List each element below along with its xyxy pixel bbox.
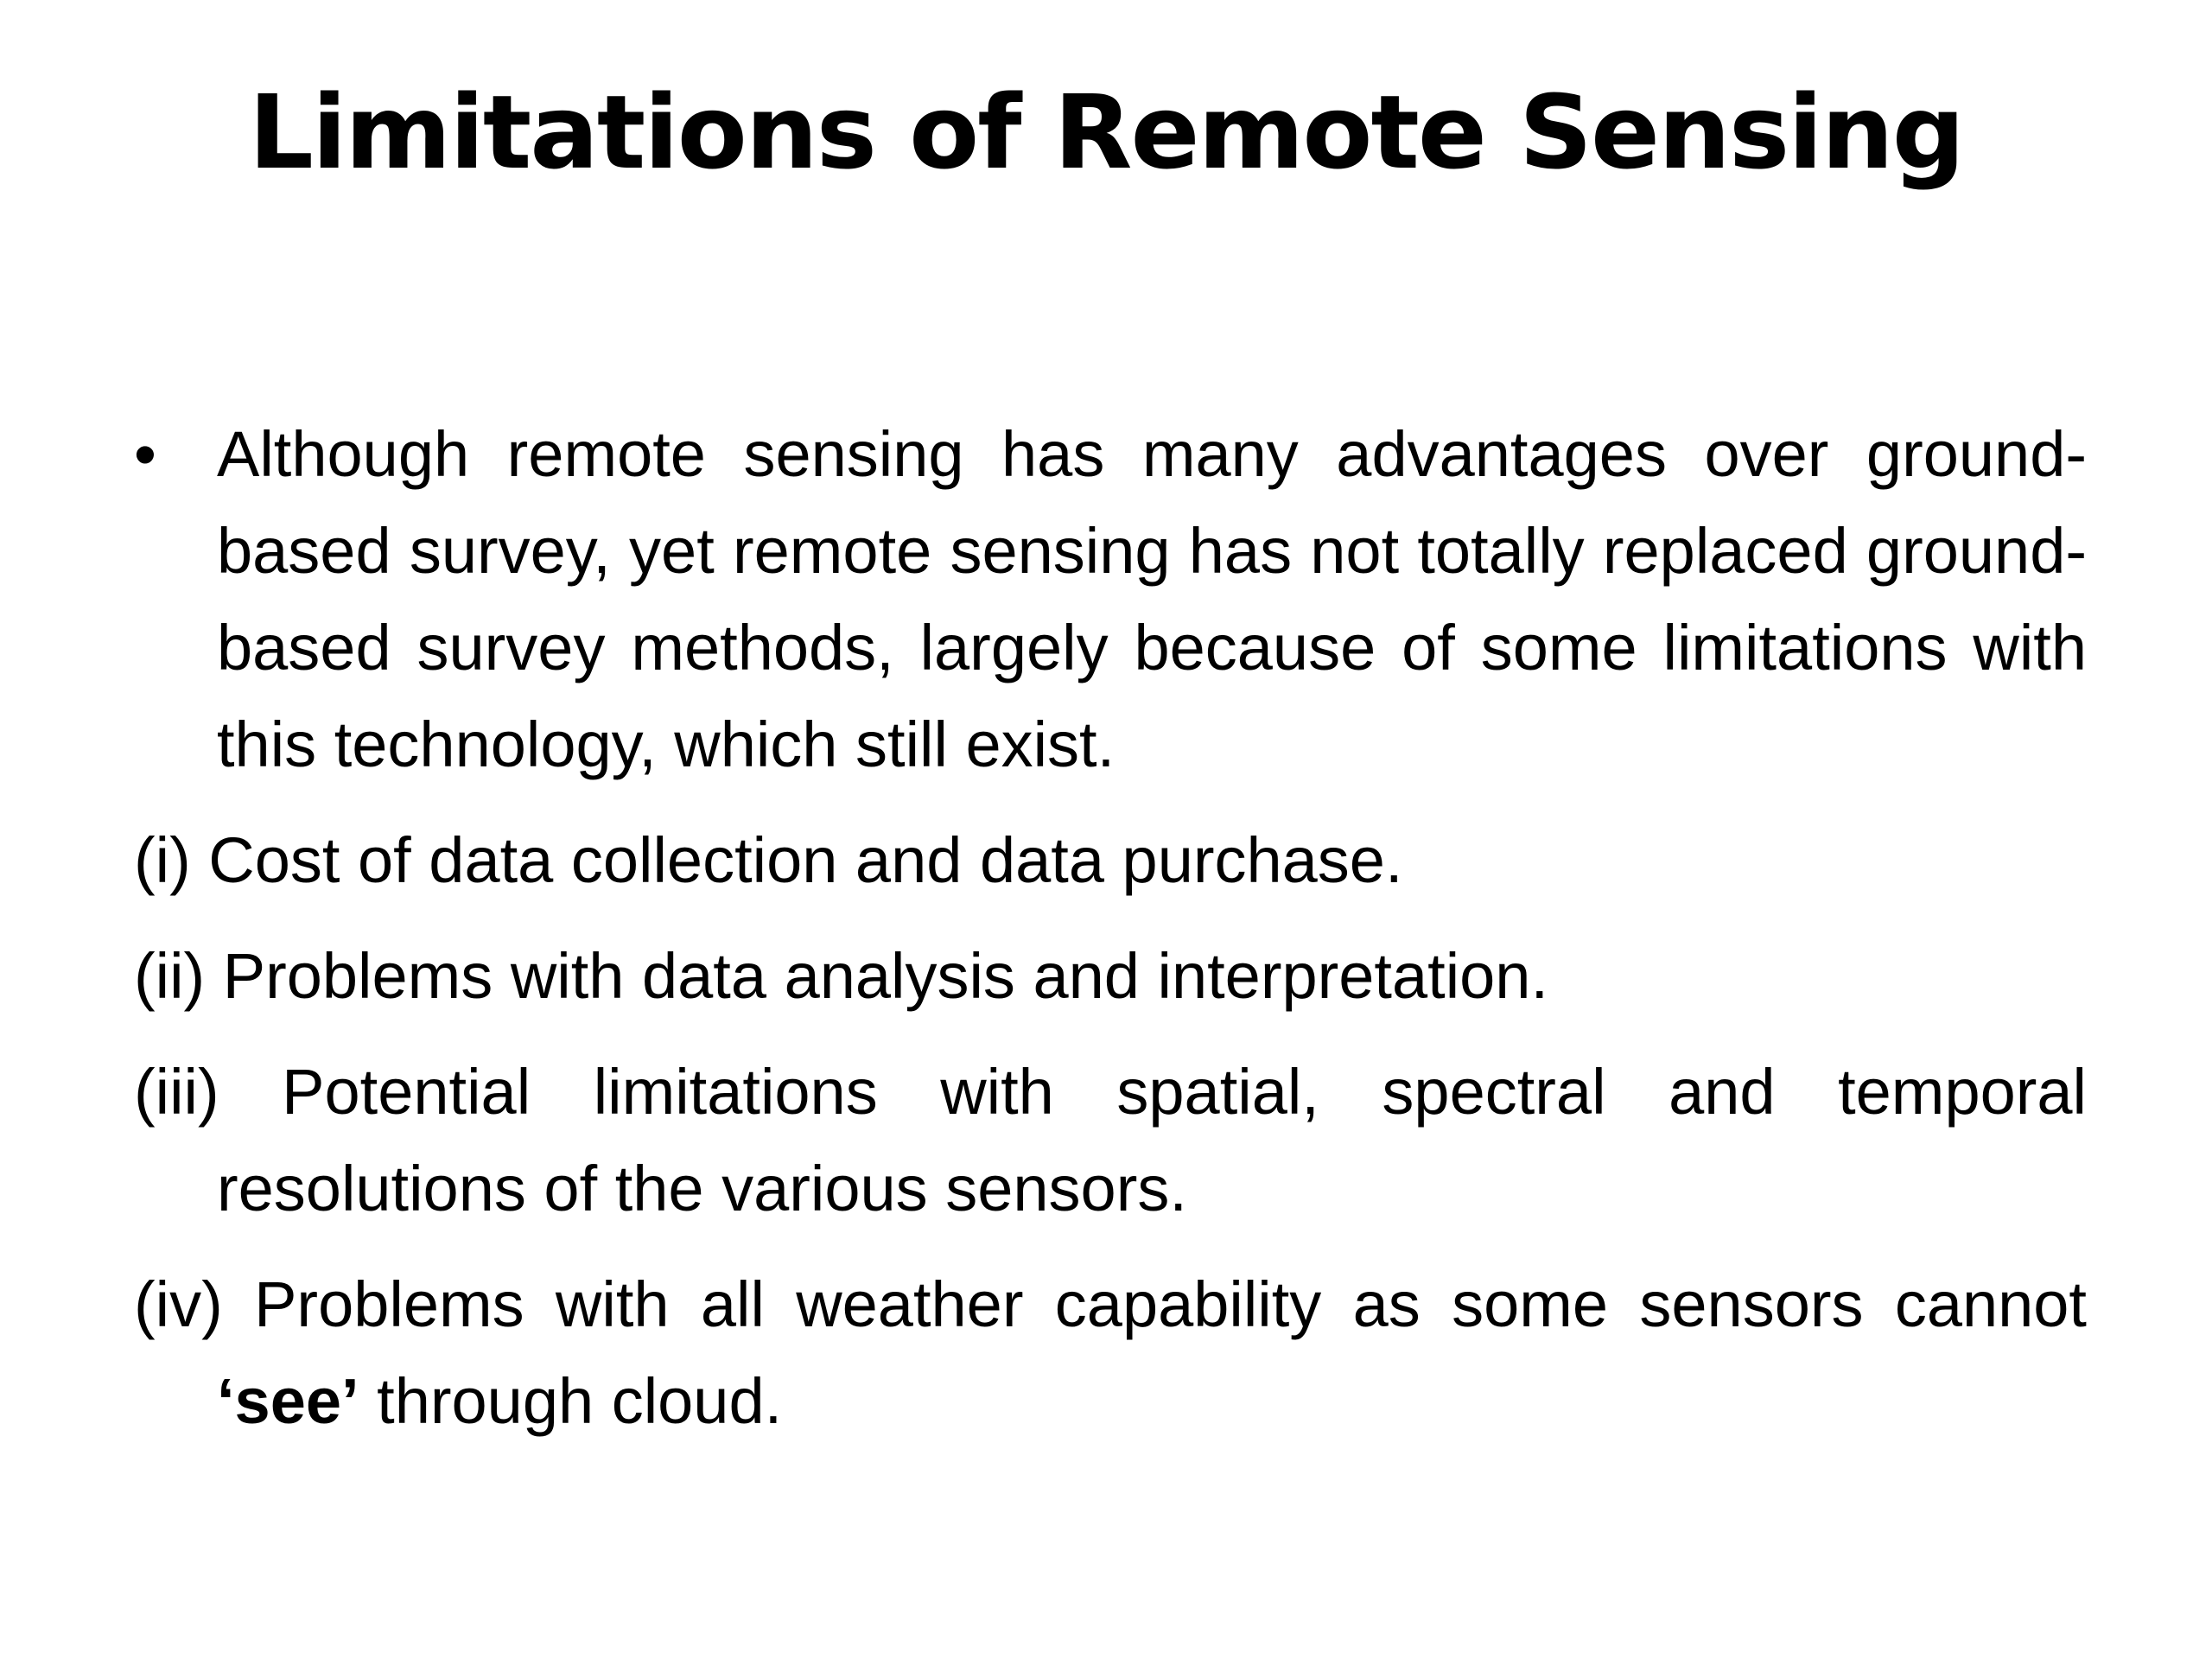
limitation-item-3	[134, 1044, 2087, 1237]
limitation-item-2	[134, 928, 2087, 1025]
limitation-item-4	[134, 1256, 2087, 1450]
intro-paragraph	[134, 406, 2087, 793]
limitation-text: Problems with data analysis and interpretation.	[222, 940, 1549, 1012]
slide-title: Limitations of Remote Sensing	[248, 73, 1964, 192]
limitation-text-after: through cloud.	[377, 1365, 783, 1437]
limitation-text-before: Problems with all weather capability as some sensors cannot	[254, 1268, 2087, 1340]
bullet-icon: •	[134, 418, 156, 490]
limitation-text: Cost of data collection and data purchase.	[208, 824, 1403, 896]
limitation-marker: (ii)	[134, 940, 206, 1012]
limitation-item-1	[134, 812, 2087, 909]
emphasis-see: ‘see’	[217, 1365, 359, 1437]
intro-text: Although remote sensing has many advantages over ground-based survey, yet remote sensing has not totally replaced ground-based survey methods, largely because of some limitations with this technology, which still exist.	[217, 418, 2087, 780]
limitation-text: Potential limitations with spatial, spectral and temporal resolutions of the various sensors.	[217, 1056, 2087, 1224]
limitation-marker: (iii)	[134, 1056, 219, 1128]
slide-body	[134, 406, 2087, 1450]
limitation-marker: (i)	[134, 824, 191, 896]
limitation-marker: (iv)	[134, 1268, 223, 1340]
